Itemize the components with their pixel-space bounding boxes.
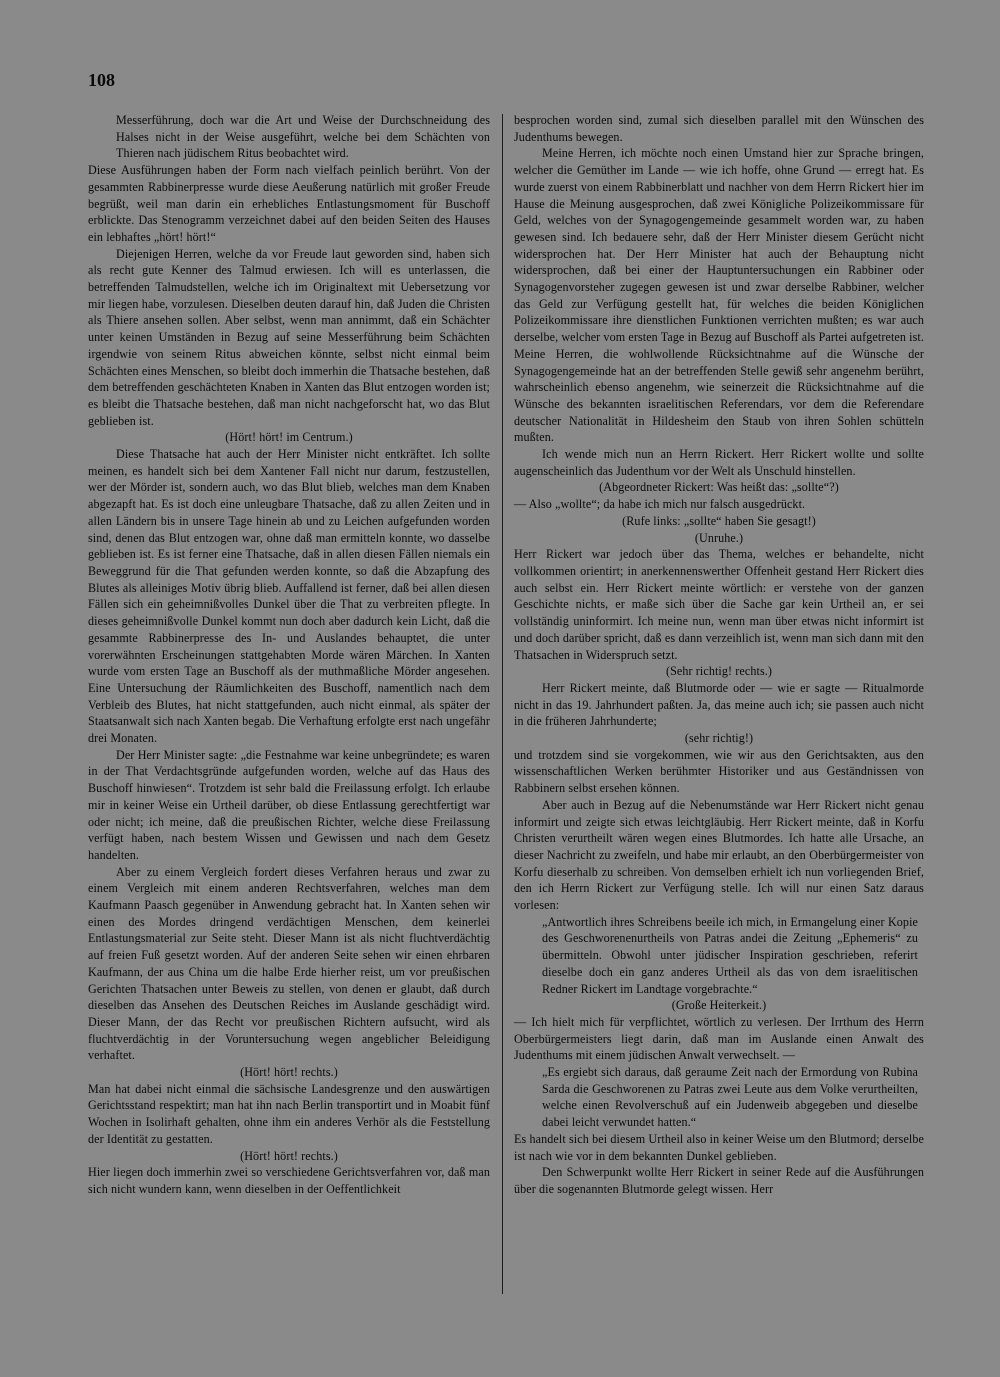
paragraph: Diese Ausführungen haben der Form nach vielfach peinlich berührt. Von der gesammten Rabbinerpresse wurde diese Aeußerung natürlich mit großer Freude begrüßt, weil man darin ein erhebliches Entlastungsmoment für Buschoff erblickte. Das Stenogramm verzeichnet dabei auf den beiden Seiten des Hauses ein lebhaftes „hört! hört!“ [88,163,490,244]
paragraph: Aber auch in Bezug auf die Nebenumstände war Herr Rickert nicht genau informirt und zeigte sich etwas leichtgläubig. Herr Rickert meinte, daß in Korfu Christen verurtheilt wären wegen eines Blutmordes. Ich hatte alle Ursache, an dieser Nachricht zu zweifeln, und habe mir erlaubt, an den Oberbürgermeister von Korfu dieserhalb zu schreiben. Von demselben erhielt ich nun vorliegenden Brief, den ich Herrn Rickert zur Verfügung stelle. Ich will nur einen Satz daraus vorlesen: [514,797,924,913]
paragraph: Es handelt sich bei diesem Urtheil also in keiner Weise um den Blutmord; derselbe ist nach wie vor in dem bekannten Dunkel geblieben. [514,1131,924,1163]
paragraph: — Ich hielt mich für verpflichtet, wörtlich zu verlesen. Der Irrthum des Herrn Oberbürgermeisters liegt darin, daß man im Auslande einen Anwalt des Judenthums mit einem jüdischen Anwalt verwechselt. — [514,1014,924,1063]
interjection: (Rufe links: „sollte“ haben Sie gesagt!) [622,513,816,528]
left-column [88,112,490,1198]
paragraph: — Also „wollte“; da habe ich mich nur falsch ausgedrückt. [514,497,806,512]
quotation: „Es ergiebt sich daraus, daß geraume Zeit nach der Ermordung von Rubina Sarda die Geschworenen zu Patras zwei Leute aus dem Volke verurtheilten, welche einen Revolverschuß auf ein Judenweib abgegeben und dieselbe dabei leicht verwundet hatten.“ [542,1065,918,1130]
column-divider [502,114,503,1294]
paragraph: Ich wende mich nun an Herrn Rickert. Herr Rickert wollte und sollte augenscheinlich das Judenthum vor der Welt als Unschuld hinstellen. [514,447,924,478]
paragraph: Man hat dabei nicht einmal die sächsische Landesgrenze und den auswärtigen Gerichtsstand respektirt; man hat ihn nach Berlin transportirt und in Moabit fünf Wochen in Isolirhaft gehalten, ohne ihm ein anderes Verhör als die Feststellung der Identität zu gestatten. [88,1081,490,1146]
interjection: (Hört! hört! rechts.) [240,1148,338,1163]
paragraph: Diese Thatsache hat auch der Herr Minister nicht entkräftet. Ich sollte meinen, es handelt sich bei dem Xantener Fall nicht nur darum, festzustellen, wer der Mörder ist, sondern auch, wo das Blut blieb, welches man dem Knaben abgezapft hat. Es ist doch eine unleugbare Thatsache, daß zu allen Zeiten und in allen Ländern bis in unsere Tage hinein ab und zu Leichen aufgefunden worden sind, denen das Blut entzogen war, ohne daß man ermitteln konnte, wo dasselbe geblieben ist. Es ist ferner eine Thatsache, daß in allen diesen Fällen niemals ein Beweggrund für die That gefunden werden konnte, so daß die Abzapfung des Blutes als alleiniges Motiv übrig blieb. Auffallend ist ferner, daß bei allen diesen Fällen sich ein geheimnißvolles Dunkel über die That zu verbreiten pflegte. In dieses geheimnißvolle Dunkel kommt nun doch aber dadurch kein Licht, daß die gesammte Rabbinerpresse des In- und Auslandes behauptet, die unter vorerwähnten Erscheinungen stattgehabten Morde wären Märchen. In Xanten wurde vom ersten Tage an Buschoff als der muthmaßliche Mörder angesehen. Eine Untersuchung der Räumlichkeiten des Buschoff, namentlich nach dem Verbleib des Blutes, hat nicht stattgefunden, auch nicht einmal, als später der Staatsanwalt sich nach Xanten begab. Die Verhaftung erfolgte erst nach ungefähr drei Monaten. [88,447,490,746]
paragraph: Herr Rickert meinte, daß Blutmorde oder — wie er sagte — Ritualmorde nicht in das 19. Jahrhundert paßten. Ja, das meine auch ich; sie passen auch nicht in die früheren Jahrhunderte; [514,680,924,729]
paragraph: Den Schwerpunkt wollte Herr Rickert in seiner Rede auf die Ausführungen über die sogenannten Blutmorde gelegt wissen. Herr [514,1165,924,1196]
interjection: (sehr richtig!) [684,731,754,746]
paragraph: besprochen worden sind, zumal sich dieselben parallel mit den Wünschen des Judenthums bewegen. [514,113,924,144]
interjection: (Sehr richtig! rechts.) [665,664,773,679]
interjection: (Hört! hört! im Centrum.) [225,430,353,445]
interjection: (Hört! hört! rechts.) [240,1065,338,1080]
page-number: 108 [88,70,115,90]
quotation: „Antwortlich ihres Schreibens beeile ich mich, in Ermangelung einer Kopie des Geschworenenurtheils von Patras andei die Zeitung „Ephemeris“ zu übermitteln. Obwohl unter jüdischer Inspiration geschrieben, referirt dieselbe doch ein ganz anderes Urtheil als das von dem israelitischen Redner Rickert im Landtage vorgebrachte.“ [542,914,918,996]
paragraph: Hier liegen doch immerhin zwei so verschiedene Gerichtsverfahren vor, daß man sich nicht wundern kann, wenn dieselben in der Oeffentlichkeit [88,1165,490,1196]
paragraph: Diejenigen Herren, welche da vor Freude laut geworden sind, haben sich als recht gute Kenner des Talmud erwiesen. Ich will es unterlassen, die betreffenden Talmudstellen, welche ich im Originaltext mit Uebersetzung vor mir liegen habe, vorzulesen. Dieselben deuten darauf hin, daß Juden die Christen als Thiere ansehen sollen. Aber selbst, wenn man annimmt, daß ein Schächter unter keinen Umständen in Bezug auf seine Messerführung beim Schächten irgendwie von seinem Ritus abweichen könnte, selbst nicht einmal beim Schächten eines Menschen, so bleibt doch immerhin die Thatsache bestehen, daß dem betreffenden geschächteten Knaben in Xanten das Blut entzogen worden ist; es bleibt die Thatsache bestehen, daß man nicht nachgeforscht hat, wo das Blut geblieben ist. [88,246,490,428]
paragraph: Aber zu einem Vergleich fordert dieses Verfahren heraus und zwar zu einem Vergleich mit einem anderen Rechtsverfahren, welches man dem Kaufmann Paasch gegenüber in Anwendung gebracht hat. In Xanten sehen wir einen des Mordes dringend verdächtigen Menschen, dem keinerlei Entlastungsmaterial zur Seite steht. Dieser Mann ist als nicht fluchtverdächtig auf freien Fuß gesetzt worden. Auf der anderen Seite sehen wir einen ehrbaren Kaufmann, der aus China um die halbe Erde hierher reist, um vor preußischen Gerichten Thatsachen unter Beweis zu stellen, von denen er glaubt, daß durch dieselben das Ansehen des Deutschen Reiches im Auslande geschädigt wird. Dieser Mann, der das Recht vor preußischen Richtern aufsucht, wird als fluchtverdächtig in der Voruntersuchung wegen angeblicher Beleidigung verhaftet. [88,864,490,1063]
paragraph: Meine Herren, ich möchte noch einen Umstand hier zur Sprache bringen, welcher die Gemüther im Lande — wie ich hoffe, ohne Grund — erregt hat. Es wurde zuerst von einem Rabbinerblatt und nachher von dem Herrn Rickert hier im Hause die Meinung ausgesprochen, daß zwei Königliche Polizeikommissare für Geld, welches von der Synagogengemeinde gesammelt worden war, zu haben gewesen sind. Ich bedauere sehr, daß der Herr Minister diesem Gerücht nicht widersprochen hat. Der Herr Minister hat auch der Behauptung nicht widersprochen, daß bei einer der Hauptuntersuchungen ein Rabbiner oder Synagogenvorsteher zugegen gewesen ist und zwar derselbe Rabbiner, welcher das Geld zur Verfügung gestellt hat, für welches die beiden Königlichen Polizeikommissare ihre dienstlichen Funktionen verrichten mußten; es war auch derselbe, welcher vom ersten Tage in Bezug auf Buschoff als Partei aufgetreten ist. Meine Herren, die wohlwollende Rücksichtnahme auf die Wünsche der Synagogengemeinde hat an der betreffenden Stelle gewiß sehr angenehm berührt, wahrscheinlich ebenso angenehm, wie seinerzeit die Rücksichtnahme auf die Wünsche des bekannten israelitischen Referendars, vor dem die Referendare deutscher Nationalität in Hildesheim den Staub von ihren Sohlen schütteln mußten. [514,146,924,445]
paragraph: Messerführung, doch war die Art und Weise der Durchschneidung des Halses nicht in der Weise ausgeführt, welche bei dem Schächten von Thieren nach jüdischem Ritus beobachtet wird. [116,113,490,161]
interjection: (Abgeordneter Rickert: Was heißt das: „sollte“?) [599,480,839,495]
interjection: (Unruhe.) [694,530,744,545]
paragraph: und trotzdem sind sie vorgekommen, wie wir aus den Gerichtsakten, aus den wissenschaftlichen Werken berühmter Historiker und aus Geständnissen von Rabbinern selbst ersehen können. [514,747,924,796]
paragraph: Der Herr Minister sagte: „die Festnahme war keine unbegründete; es waren in der That Verdachtsgründe aufgefunden worden, welche auf das Haus des Buschoff hinwiesen“. Trotzdem ist sehr bald die Freilassung erfolgt. Ich erlaube mir in keiner Weise ein Urtheil darüber, ob diese Entlassung gerechtfertigt war oder nicht; ich meine, daß die preußischen Richter, welche diese Freilassung verfügt haben, nach bestem Wissen und Gewissen und nach dem Gesetz handelten. [88,747,490,862]
interjection: (Große Heiterkeit.) [671,998,767,1013]
paragraph: Herr Rickert war jedoch über das Thema, welches er behandelte, nicht vollkommen orientirt; in anerkennenswerther Offenheit gestand Herr Rickert dies auch selbst ein. Herr Rickert meinte wörtlich: er verstehe von der ganzen Geschichte nichts, er maße sich über die Sache gar kein Urtheil an, er sei vollständig uninformirt. Ich meine nun, wenn man über etwas nicht informirt ist und doch darüber spricht, daß es dann verzeihlich ist, wenn man sich dann mit den Thatsachen in Widerspruch setzt. [514,547,924,662]
right-column [514,112,924,1198]
